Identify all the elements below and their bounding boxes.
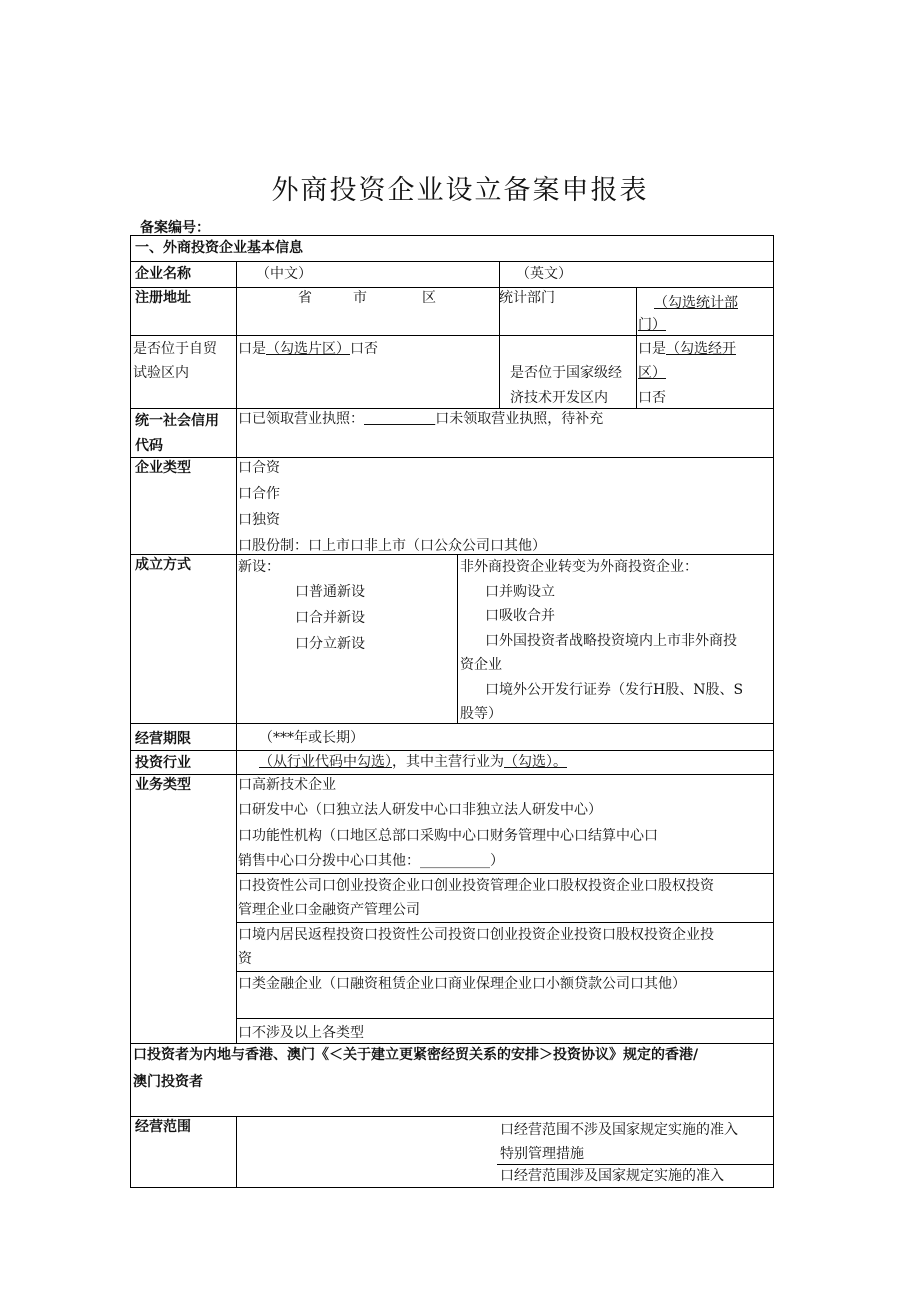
- ftz-yes-checkbox[interactable]: 口是: [238, 341, 266, 357]
- scope-not-restricted-cont: 特别管理措施: [500, 1146, 584, 1162]
- biz-roundtrip-checkbox[interactable]: 口境内居民返程投资口投资性公司投资口创业投资企业投资口股权投资企业投: [238, 927, 714, 943]
- biz-investment-checkbox[interactable]: 口投资性公司口创业投资企业口创业投资管理企业口股权投资企业口股权投资: [238, 878, 714, 894]
- column-divider: [236, 261, 237, 723]
- company-type-joint-stock[interactable]: 口股份制：口上市口非上市（口公众公司口其他）: [238, 538, 546, 554]
- section-header: 一、外商投资企业基本信息: [135, 240, 303, 256]
- ftz-no-checkbox[interactable]: 口否: [350, 341, 378, 357]
- hk-macau-investor-checkbox[interactable]: 口投资者为内地与香港、澳门《＜关于建立更紧密经贸关系的安排＞投资协议》规定的香港/: [133, 1047, 699, 1063]
- ftz-options[interactable]: [238, 336, 378, 362]
- conversion-overseas-checkbox[interactable]: 口境外公开发行证券（发行H股、N股、S: [485, 682, 744, 698]
- filing-number-label: 备案编号：: [140, 220, 210, 236]
- credit-code-label-line2: 代码: [135, 438, 163, 454]
- company-name-en-field[interactable]: （英文）: [516, 266, 572, 282]
- establishment-label: 成立方式: [135, 557, 191, 573]
- company-name-label: 企业名称: [135, 266, 191, 282]
- stats-dept-label: 统计部门: [499, 290, 555, 306]
- term-input[interactable]: （***年或长期）: [259, 730, 364, 746]
- district-label[interactable]: 区: [422, 290, 436, 306]
- biz-hightech-checkbox[interactable]: 口高新技术企业: [238, 777, 336, 793]
- conversion-overseas-cont: 股等）: [460, 706, 502, 722]
- column-divider: [499, 261, 500, 408]
- row-divider: [236, 1018, 773, 1019]
- industry-label: 投资行业: [135, 755, 191, 771]
- ftz-label-line1: 是否位于自贸: [133, 341, 217, 357]
- devzone-yes-option[interactable]: [638, 336, 736, 362]
- column-divider: [236, 723, 237, 1043]
- biz-quasi-financial-checkbox[interactable]: 口类金融企业（口融资租赁企业口商业保理企业口小额贷款公司口其他）: [238, 976, 686, 992]
- stats-dept-select[interactable]: （勾选统计部: [654, 295, 738, 311]
- company-type-jv[interactable]: 口合资: [238, 460, 280, 476]
- industry-code-select[interactable]: （从行业代码中勾选）: [259, 754, 392, 770]
- license-pending-checkbox[interactable]: 口未领取营业执照，待补充: [435, 411, 604, 427]
- industry-middle-text: ，其中主营行业为: [392, 754, 504, 770]
- hk-macau-investor-cont: 澳门投资者: [133, 1074, 203, 1090]
- new-merger-checkbox[interactable]: 口合并新设: [295, 610, 365, 626]
- row-divider: [131, 723, 773, 724]
- devzone-select-cont[interactable]: 区）: [638, 365, 666, 381]
- business-type-label: 业务类型: [135, 777, 191, 793]
- conversion-strategic-checkbox[interactable]: 口外国投资者战略投资境内上市非外商投: [485, 633, 737, 649]
- devzone-select[interactable]: （勾选经开: [666, 341, 736, 357]
- row-divider: [131, 261, 773, 262]
- declaration-form-table: [130, 235, 774, 1188]
- new-establishment-label: 新设：: [238, 559, 280, 575]
- registered-address-label: 注册地址: [135, 290, 191, 306]
- province-label[interactable]: 省: [298, 290, 312, 306]
- conversion-label: 非外商投资企业转变为外商投资企业：: [460, 559, 698, 575]
- company-type-wfoe[interactable]: 口独资: [238, 512, 280, 528]
- company-name-cn-field[interactable]: （中文）: [256, 266, 312, 282]
- devzone-yes-checkbox[interactable]: 口是: [638, 341, 666, 357]
- license-received-checkbox[interactable]: 口已领取营业执照：: [238, 411, 364, 427]
- biz-functional-cont[interactable]: 销售中心口分拨中心口其他：__________）: [238, 853, 504, 869]
- industry-end: 。: [553, 754, 567, 770]
- conversion-absorption-checkbox[interactable]: 口吸收合并: [485, 608, 555, 624]
- devzone-label-line1: 是否位于国家级经: [510, 365, 622, 381]
- company-type-coop[interactable]: 口合作: [238, 486, 280, 502]
- devzone-label-line2: 济技术开发区内: [510, 390, 608, 406]
- credit-code-label-line1: 统一社会信用: [135, 413, 219, 429]
- conversion-strategic-cont: 资企业: [460, 657, 502, 673]
- biz-none-checkbox[interactable]: 口不涉及以上各类型: [238, 1025, 364, 1041]
- ftz-label-line2: 试验区内: [133, 365, 189, 381]
- form-title: 外商投资企业设立备案申报表: [271, 175, 649, 206]
- row-divider: [131, 457, 773, 458]
- biz-roundtrip-cont: 资: [238, 951, 252, 967]
- biz-investment-cont: 管理企业口金融资产管理公司: [238, 902, 420, 918]
- business-scope-label: 经营范围: [135, 1119, 191, 1135]
- biz-functional-checkbox[interactable]: 口功能性机构（口地区总部口采购中心口财务管理中心口结算中心口: [238, 828, 658, 844]
- stats-dept-select-cont[interactable]: 门）: [638, 317, 666, 333]
- biz-rnd-checkbox[interactable]: 口研发中心（口独立法人研发中心口非独立法人研发中心）: [238, 802, 602, 818]
- credit-code-options[interactable]: [238, 406, 603, 432]
- scope-not-restricted-checkbox[interactable]: 口经营范围不涉及国家规定实施的准入: [500, 1122, 738, 1138]
- column-divider: [636, 287, 637, 408]
- new-split-checkbox[interactable]: 口分立新设: [295, 636, 365, 652]
- column-divider: [457, 554, 458, 723]
- term-label: 经营期限: [135, 731, 191, 747]
- column-divider: [236, 1116, 237, 1187]
- ftz-subzone-select[interactable]: （勾选片区）: [266, 341, 350, 357]
- new-ordinary-checkbox[interactable]: 口普通新设: [295, 584, 365, 600]
- scope-restricted-checkbox[interactable]: 口经营范围涉及国家规定实施的准入: [500, 1168, 724, 1184]
- city-label[interactable]: 市: [353, 290, 367, 306]
- conversion-acquisition-checkbox[interactable]: 口并购设立: [485, 584, 555, 600]
- credit-code-input[interactable]: [364, 411, 435, 427]
- company-type-label: 企业类型: [135, 460, 191, 476]
- row-divider: [131, 287, 773, 288]
- devzone-no-checkbox[interactable]: 口否: [638, 390, 666, 406]
- main-industry-select[interactable]: （勾选）: [504, 754, 553, 770]
